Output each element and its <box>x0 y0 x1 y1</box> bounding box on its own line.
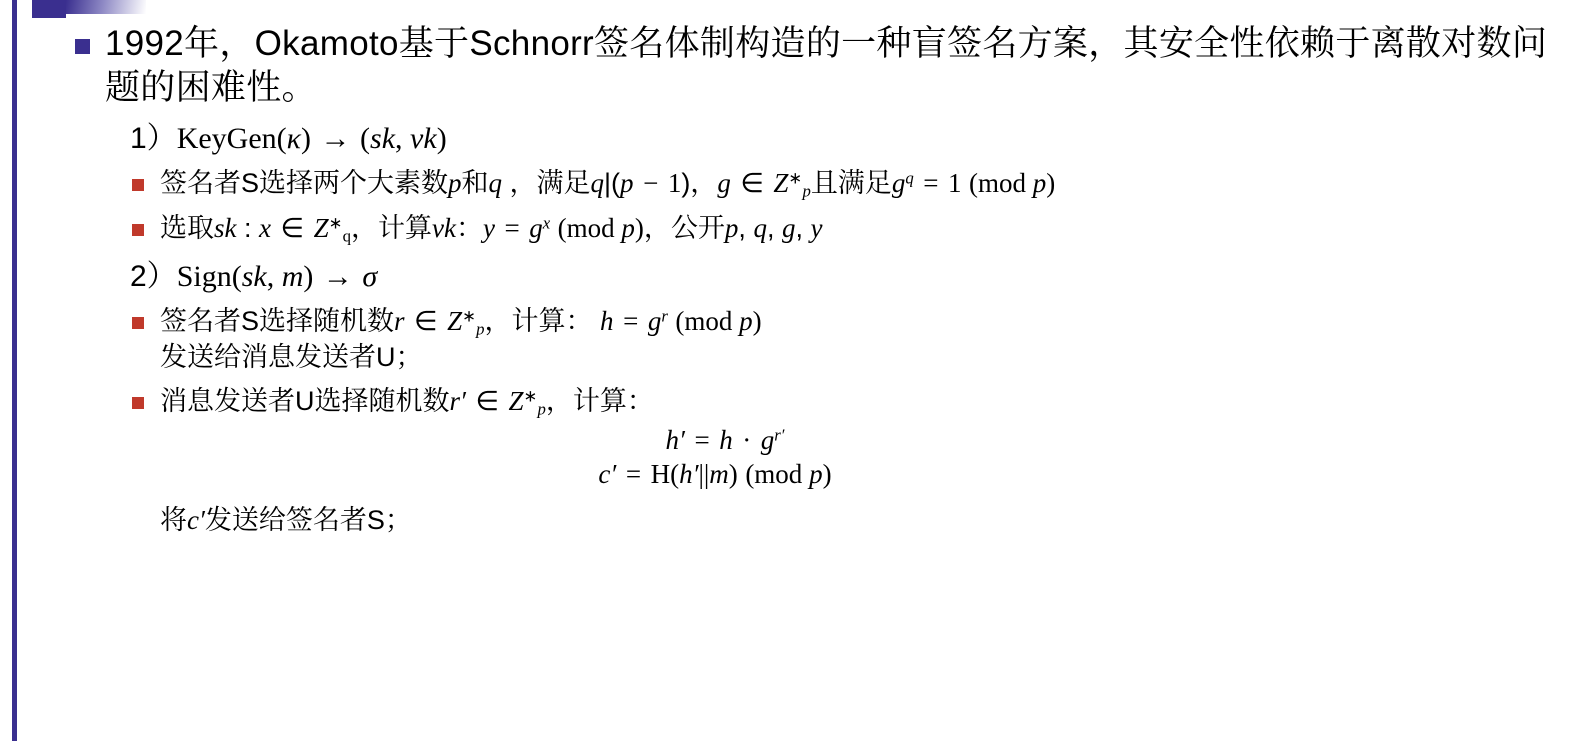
step2-item-2 <box>60 384 1570 421</box>
square-bullet-icon <box>132 317 144 329</box>
step2-item-2-text: 消息发送者U选择随机数r′ ∈ $Z^∗_p$，计算： <box>160 386 654 419</box>
step2-heading <box>60 257 1570 296</box>
intro-text: 1992年，Okamoto基于Schnorr签名体制构造的一种盲签名方案，其安全性依赖于离散对数问题的困难性。 <box>105 24 1548 108</box>
corner-bar <box>32 0 66 18</box>
step1-item-1-text: 签名者S选择两个大素数p和q ，满足q|(p − 1)，g ∈ $Z^∗_p$且满足$g^q = 1$ (mod p) <box>160 168 1056 201</box>
step2-item-1-continuation: 发送给消息发送者U； <box>160 342 423 373</box>
formula-c-prime: c′ = H(h′||m) (mod p) <box>598 458 832 489</box>
decorative-corner <box>0 0 150 22</box>
step1-heading <box>60 119 1570 158</box>
step2-formula: Sign(sk, m) → σ <box>176 259 378 293</box>
step1-formula: KeyGen(κ) → (sk, vk) <box>176 122 447 156</box>
step1-item-2-text: 选取sk : x ∈ $Z^∗_q$，计算vk：$y = g^x$ (mod p)，公开p, q, g, y <box>160 212 823 246</box>
intro-paragraph <box>60 22 1570 110</box>
square-bullet-icon <box>132 224 144 236</box>
formula-h-prime: $h' = h \cdot g^{r'}$ <box>665 424 785 455</box>
slide-content <box>60 22 1570 537</box>
step1-item-2 <box>60 211 1570 248</box>
step2-tail: 将c′发送给签名者S； <box>160 504 412 535</box>
step2-item-1 <box>60 304 1570 376</box>
step1-item-1 <box>60 166 1570 203</box>
step2-number: 2） <box>130 259 177 293</box>
left-vertical-rule <box>12 0 17 741</box>
square-bullet-icon <box>132 397 144 409</box>
square-bullet-icon <box>132 179 144 191</box>
square-bullet-icon <box>75 39 90 54</box>
step1-number: 1） <box>130 122 177 156</box>
corner-gradient <box>66 0 146 14</box>
step2-item-1-text: 签名者S选择随机数r ∈ $Z^∗_p$，计算： $h = g^r$ (mod p) <box>160 305 762 339</box>
